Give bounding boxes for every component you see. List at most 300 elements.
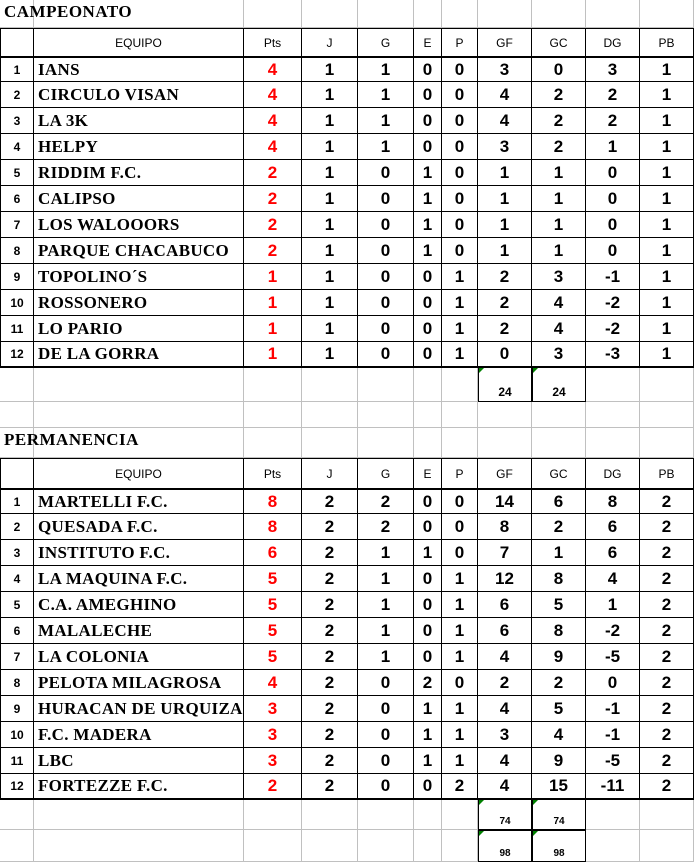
grid-cell[interactable] xyxy=(442,428,478,458)
grid-cell[interactable] xyxy=(414,368,442,402)
cell-gc[interactable]: 4 xyxy=(532,316,586,342)
cell-pb[interactable]: 1 xyxy=(640,134,694,160)
cell-pts[interactable]: 6 xyxy=(244,540,302,566)
cell-rank[interactable]: 4 xyxy=(0,134,34,160)
grid-cell[interactable] xyxy=(34,368,244,402)
cell-j[interactable]: 1 xyxy=(302,160,358,186)
cell-p[interactable]: 1 xyxy=(442,592,478,618)
cell-g[interactable]: 0 xyxy=(358,774,414,800)
cell-e[interactable]: 0 xyxy=(414,56,442,82)
cell-dg[interactable]: -1 xyxy=(586,264,640,290)
cell-pts[interactable]: 5 xyxy=(244,566,302,592)
cell-team[interactable]: HELPY xyxy=(34,134,244,160)
header-equipo[interactable]: EQUIPO xyxy=(34,459,244,489)
grid-cell[interactable] xyxy=(414,830,442,862)
cell-gf[interactable]: 4 xyxy=(478,774,532,800)
cell-dg[interactable]: -2 xyxy=(586,316,640,342)
cell-pb[interactable]: 1 xyxy=(640,316,694,342)
cell-dg[interactable]: -2 xyxy=(586,618,640,644)
cell-pb[interactable]: 2 xyxy=(640,540,694,566)
grid-cell[interactable] xyxy=(358,800,414,830)
cell-gf[interactable]: 6 xyxy=(478,618,532,644)
cell-rank[interactable]: 11 xyxy=(0,748,34,774)
grid-cell[interactable] xyxy=(0,830,34,862)
cell-pts[interactable]: 4 xyxy=(244,56,302,82)
cell-pts[interactable]: 8 xyxy=(244,488,302,514)
cell-g[interactable]: 0 xyxy=(358,264,414,290)
cell-team[interactable]: TOPOLINO´S xyxy=(34,264,244,290)
cell-pb[interactable]: 1 xyxy=(640,160,694,186)
cell-dg[interactable]: 1 xyxy=(586,134,640,160)
cell-rank[interactable]: 1 xyxy=(0,56,34,82)
header-j[interactable]: J xyxy=(302,29,358,57)
total-gc[interactable]: 24 xyxy=(532,368,586,402)
cell-j[interactable]: 2 xyxy=(302,670,358,696)
cell-team[interactable]: FORTEZZE F.C. xyxy=(34,774,244,800)
cell-rank[interactable]: 12 xyxy=(0,774,34,800)
cell-p[interactable]: 1 xyxy=(442,316,478,342)
cell-gc[interactable]: 5 xyxy=(532,592,586,618)
cell-rank[interactable]: 8 xyxy=(0,670,34,696)
cell-g[interactable]: 0 xyxy=(358,696,414,722)
grid-cell[interactable] xyxy=(302,428,358,458)
grid-cell[interactable] xyxy=(414,428,442,458)
cell-j[interactable]: 1 xyxy=(302,316,358,342)
cell-p[interactable]: 1 xyxy=(442,644,478,670)
grid-cell[interactable] xyxy=(414,402,442,428)
cell-gf[interactable]: 4 xyxy=(478,108,532,134)
cell-rank[interactable]: 2 xyxy=(0,82,34,108)
cell-team[interactable]: INSTITUTO F.C. xyxy=(34,540,244,566)
cell-j[interactable]: 1 xyxy=(302,212,358,238)
header-equipo[interactable]: EQUIPO xyxy=(34,29,244,57)
header-pb[interactable]: PB xyxy=(640,29,694,57)
total-gc[interactable]: 74 xyxy=(532,800,586,830)
header-j[interactable]: J xyxy=(302,459,358,489)
cell-pts[interactable]: 1 xyxy=(244,290,302,316)
cell-e[interactable]: 0 xyxy=(414,290,442,316)
cell-team[interactable]: MARTELLI F.C. xyxy=(34,488,244,514)
header-gf[interactable]: GF xyxy=(478,459,532,489)
cell-team[interactable]: ROSSONERO xyxy=(34,290,244,316)
cell-team[interactable]: RIDDIM F.C. xyxy=(34,160,244,186)
cell-j[interactable]: 1 xyxy=(302,186,358,212)
cell-e[interactable]: 0 xyxy=(414,774,442,800)
cell-pts[interactable]: 3 xyxy=(244,748,302,774)
cell-rank[interactable]: 6 xyxy=(0,618,34,644)
grid-cell[interactable] xyxy=(442,830,478,862)
cell-p[interactable]: 0 xyxy=(442,540,478,566)
cell-dg[interactable]: 4 xyxy=(586,566,640,592)
cell-j[interactable]: 2 xyxy=(302,514,358,540)
cell-rank[interactable]: 3 xyxy=(0,540,34,566)
cell-e[interactable]: 0 xyxy=(414,342,442,368)
grid-cell[interactable] xyxy=(640,0,694,28)
cell-g[interactable]: 0 xyxy=(358,748,414,774)
cell-dg[interactable]: 1 xyxy=(586,592,640,618)
cell-team[interactable]: PELOTA MILAGROSA xyxy=(34,670,244,696)
cell-team[interactable]: LO PARIO xyxy=(34,316,244,342)
grid-cell[interactable] xyxy=(586,428,640,458)
cell-e[interactable]: 1 xyxy=(414,540,442,566)
cell-rank[interactable]: 5 xyxy=(0,160,34,186)
cell-gc[interactable]: 15 xyxy=(532,774,586,800)
cell-rank[interactable]: 9 xyxy=(0,264,34,290)
header-pb[interactable]: PB xyxy=(640,459,694,489)
cell-gf[interactable]: 1 xyxy=(478,212,532,238)
cell-pts[interactable]: 4 xyxy=(244,134,302,160)
cell-p[interactable]: 1 xyxy=(442,566,478,592)
header-p[interactable]: P xyxy=(442,459,478,489)
cell-gf[interactable]: 4 xyxy=(478,644,532,670)
cell-dg[interactable]: -5 xyxy=(586,748,640,774)
grid-cell[interactable] xyxy=(0,402,34,428)
grid-cell[interactable] xyxy=(244,830,302,862)
header-dg[interactable]: DG xyxy=(586,459,640,489)
total-gf[interactable]: 74 xyxy=(478,800,532,830)
cell-e[interactable]: 0 xyxy=(414,644,442,670)
cell-pb[interactable]: 1 xyxy=(640,82,694,108)
cell-gf[interactable]: 3 xyxy=(478,56,532,82)
grid-cell[interactable] xyxy=(586,0,640,28)
cell-gf[interactable]: 3 xyxy=(478,722,532,748)
cell-gf[interactable]: 4 xyxy=(478,696,532,722)
cell-rank[interactable]: 12 xyxy=(0,342,34,368)
cell-gf[interactable]: 8 xyxy=(478,514,532,540)
cell-pts[interactable]: 2 xyxy=(244,186,302,212)
cell-gf[interactable]: 1 xyxy=(478,160,532,186)
cell-p[interactable]: 0 xyxy=(442,186,478,212)
cell-pts[interactable]: 5 xyxy=(244,618,302,644)
total-gf[interactable]: 24 xyxy=(478,368,532,402)
grid-cell[interactable] xyxy=(34,800,244,830)
cell-pts[interactable]: 5 xyxy=(244,644,302,670)
cell-e[interactable]: 0 xyxy=(414,592,442,618)
cell-team[interactable]: MALALECHE xyxy=(34,618,244,644)
cell-gf[interactable]: 14 xyxy=(478,488,532,514)
cell-gf[interactable]: 2 xyxy=(478,264,532,290)
cell-gc[interactable]: 8 xyxy=(532,566,586,592)
cell-gc[interactable]: 2 xyxy=(532,82,586,108)
cell-rank[interactable]: 7 xyxy=(0,644,34,670)
cell-j[interactable]: 2 xyxy=(302,722,358,748)
grid-cell[interactable] xyxy=(640,368,694,402)
cell-team[interactable]: F.C. MADERA xyxy=(34,722,244,748)
cell-g[interactable]: 1 xyxy=(358,592,414,618)
cell-team[interactable]: LBC xyxy=(34,748,244,774)
cell-pb[interactable]: 1 xyxy=(640,186,694,212)
cell-pb[interactable]: 1 xyxy=(640,290,694,316)
cell-dg[interactable]: 2 xyxy=(586,82,640,108)
grid-cell[interactable] xyxy=(478,0,532,28)
cell-dg[interactable]: -1 xyxy=(586,722,640,748)
cell-team[interactable]: LA 3K xyxy=(34,108,244,134)
cell-g[interactable]: 0 xyxy=(358,212,414,238)
cell-gc[interactable]: 1 xyxy=(532,238,586,264)
cell-pb[interactable]: 1 xyxy=(640,212,694,238)
grid-cell[interactable] xyxy=(640,800,694,830)
grid-cell[interactable] xyxy=(302,0,358,28)
cell-pb[interactable]: 2 xyxy=(640,644,694,670)
cell-g[interactable]: 1 xyxy=(358,82,414,108)
header-gc[interactable]: GC xyxy=(532,459,586,489)
cell-pb[interactable]: 1 xyxy=(640,108,694,134)
cell-pts[interactable]: 2 xyxy=(244,238,302,264)
grid-cell[interactable] xyxy=(244,402,302,428)
grid-cell[interactable] xyxy=(532,0,586,28)
cell-p[interactable]: 0 xyxy=(442,56,478,82)
cell-pb[interactable]: 1 xyxy=(640,264,694,290)
grid-cell[interactable] xyxy=(586,800,640,830)
grid-cell[interactable] xyxy=(640,428,694,458)
cell-g[interactable]: 1 xyxy=(358,618,414,644)
cell-p[interactable]: 1 xyxy=(442,618,478,644)
header-e[interactable]: E xyxy=(414,459,442,489)
total2-gf[interactable]: 98 xyxy=(478,830,532,862)
cell-gc[interactable]: 3 xyxy=(532,264,586,290)
header-pts[interactable]: Pts xyxy=(244,29,302,57)
cell-j[interactable]: 1 xyxy=(302,108,358,134)
cell-rank[interactable]: 3 xyxy=(0,108,34,134)
cell-gc[interactable]: 5 xyxy=(532,696,586,722)
cell-j[interactable]: 2 xyxy=(302,566,358,592)
cell-p[interactable]: 0 xyxy=(442,108,478,134)
grid-cell[interactable] xyxy=(532,428,586,458)
cell-g[interactable]: 1 xyxy=(358,56,414,82)
cell-e[interactable]: 0 xyxy=(414,134,442,160)
cell-gc[interactable]: 1 xyxy=(532,160,586,186)
header-cell-blank[interactable] xyxy=(0,29,34,57)
cell-p[interactable]: 1 xyxy=(442,748,478,774)
cell-team[interactable]: CALIPSO xyxy=(34,186,244,212)
cell-team[interactable]: C.A. AMEGHINO xyxy=(34,592,244,618)
cell-g[interactable]: 0 xyxy=(358,342,414,368)
cell-e[interactable]: 0 xyxy=(414,488,442,514)
grid-cell[interactable] xyxy=(442,402,478,428)
cell-p[interactable]: 0 xyxy=(442,488,478,514)
grid-cell[interactable] xyxy=(478,402,532,428)
cell-j[interactable]: 1 xyxy=(302,82,358,108)
cell-p[interactable]: 1 xyxy=(442,342,478,368)
cell-gf[interactable]: 2 xyxy=(478,316,532,342)
cell-pts[interactable]: 3 xyxy=(244,696,302,722)
grid-cell[interactable] xyxy=(0,800,34,830)
cell-p[interactable]: 0 xyxy=(442,134,478,160)
cell-team[interactable]: IANS xyxy=(34,56,244,82)
cell-gc[interactable]: 9 xyxy=(532,644,586,670)
cell-pts[interactable]: 2 xyxy=(244,774,302,800)
grid-cell[interactable] xyxy=(244,0,302,28)
cell-g[interactable]: 1 xyxy=(358,540,414,566)
cell-dg[interactable]: 6 xyxy=(586,514,640,540)
grid-cell[interactable] xyxy=(586,368,640,402)
cell-e[interactable]: 1 xyxy=(414,722,442,748)
cell-g[interactable]: 0 xyxy=(358,238,414,264)
cell-pb[interactable]: 2 xyxy=(640,748,694,774)
cell-g[interactable]: 0 xyxy=(358,316,414,342)
cell-rank[interactable]: 10 xyxy=(0,722,34,748)
cell-pb[interactable]: 2 xyxy=(640,514,694,540)
cell-pb[interactable]: 2 xyxy=(640,618,694,644)
header-gf[interactable]: GF xyxy=(478,29,532,57)
cell-j[interactable]: 1 xyxy=(302,134,358,160)
cell-j[interactable]: 2 xyxy=(302,540,358,566)
cell-dg[interactable]: 0 xyxy=(586,160,640,186)
cell-g[interactable]: 0 xyxy=(358,290,414,316)
cell-g[interactable]: 0 xyxy=(358,722,414,748)
grid-cell[interactable] xyxy=(302,800,358,830)
cell-e[interactable]: 0 xyxy=(414,566,442,592)
cell-dg[interactable]: -3 xyxy=(586,342,640,368)
cell-rank[interactable]: 2 xyxy=(0,514,34,540)
cell-gc[interactable]: 8 xyxy=(532,618,586,644)
cell-rank[interactable]: 10 xyxy=(0,290,34,316)
grid-cell[interactable] xyxy=(442,800,478,830)
cell-pts[interactable]: 3 xyxy=(244,722,302,748)
grid-cell[interactable] xyxy=(640,830,694,862)
cell-p[interactable]: 0 xyxy=(442,160,478,186)
cell-gc[interactable]: 2 xyxy=(532,108,586,134)
grid-cell[interactable] xyxy=(586,830,640,862)
grid-cell[interactable] xyxy=(244,800,302,830)
cell-gf[interactable]: 1 xyxy=(478,186,532,212)
cell-j[interactable]: 1 xyxy=(302,264,358,290)
cell-j[interactable]: 2 xyxy=(302,592,358,618)
cell-dg[interactable]: 0 xyxy=(586,238,640,264)
cell-rank[interactable]: 5 xyxy=(0,592,34,618)
cell-p[interactable]: 1 xyxy=(442,264,478,290)
cell-gc[interactable]: 6 xyxy=(532,488,586,514)
cell-p[interactable]: 0 xyxy=(442,238,478,264)
cell-g[interactable]: 0 xyxy=(358,160,414,186)
grid-cell[interactable] xyxy=(358,830,414,862)
grid-cell[interactable] xyxy=(34,830,244,862)
cell-j[interactable]: 2 xyxy=(302,644,358,670)
cell-dg[interactable]: -5 xyxy=(586,644,640,670)
grid-cell[interactable] xyxy=(302,402,358,428)
cell-rank[interactable]: 4 xyxy=(0,566,34,592)
cell-dg[interactable]: 8 xyxy=(586,488,640,514)
cell-p[interactable]: 0 xyxy=(442,212,478,238)
cell-dg[interactable]: 0 xyxy=(586,670,640,696)
header-g[interactable]: G xyxy=(358,29,414,57)
cell-gf[interactable]: 12 xyxy=(478,566,532,592)
cell-team[interactable]: QUESADA F.C. xyxy=(34,514,244,540)
cell-gc[interactable]: 2 xyxy=(532,134,586,160)
grid-cell[interactable] xyxy=(244,368,302,402)
cell-rank[interactable]: 1 xyxy=(0,488,34,514)
grid-cell[interactable] xyxy=(34,402,244,428)
cell-p[interactable]: 0 xyxy=(442,514,478,540)
grid-cell[interactable] xyxy=(532,402,586,428)
grid-cell[interactable] xyxy=(414,800,442,830)
cell-g[interactable]: 0 xyxy=(358,186,414,212)
cell-gc[interactable]: 0 xyxy=(532,56,586,82)
cell-gc[interactable]: 9 xyxy=(532,748,586,774)
header-e[interactable]: E xyxy=(414,29,442,57)
cell-e[interactable]: 1 xyxy=(414,748,442,774)
cell-team[interactable]: LOS WALOOORS xyxy=(34,212,244,238)
grid-cell[interactable] xyxy=(414,0,442,28)
header-dg[interactable]: DG xyxy=(586,29,640,57)
cell-j[interactable]: 2 xyxy=(302,774,358,800)
cell-gc[interactable]: 3 xyxy=(532,342,586,368)
cell-g[interactable]: 1 xyxy=(358,566,414,592)
cell-e[interactable]: 0 xyxy=(414,316,442,342)
cell-pts[interactable]: 2 xyxy=(244,212,302,238)
cell-gc[interactable]: 1 xyxy=(532,540,586,566)
cell-pb[interactable]: 2 xyxy=(640,488,694,514)
cell-gc[interactable]: 1 xyxy=(532,212,586,238)
cell-pts[interactable]: 1 xyxy=(244,264,302,290)
cell-pb[interactable]: 2 xyxy=(640,566,694,592)
header-gc[interactable]: GC xyxy=(532,29,586,57)
cell-dg[interactable]: 6 xyxy=(586,540,640,566)
cell-g[interactable]: 1 xyxy=(358,644,414,670)
cell-e[interactable]: 1 xyxy=(414,238,442,264)
cell-p[interactable]: 1 xyxy=(442,722,478,748)
grid-cell[interactable] xyxy=(302,830,358,862)
grid-cell[interactable] xyxy=(358,0,414,28)
cell-gc[interactable]: 4 xyxy=(532,722,586,748)
header-p[interactable]: P xyxy=(442,29,478,57)
cell-pb[interactable]: 2 xyxy=(640,670,694,696)
cell-g[interactable]: 1 xyxy=(358,108,414,134)
cell-gf[interactable]: 7 xyxy=(478,540,532,566)
cell-pb[interactable]: 1 xyxy=(640,342,694,368)
cell-team[interactable]: LA MAQUINA F.C. xyxy=(34,566,244,592)
cell-gf[interactable]: 4 xyxy=(478,748,532,774)
cell-gf[interactable]: 4 xyxy=(478,82,532,108)
cell-dg[interactable]: 0 xyxy=(586,212,640,238)
cell-e[interactable]: 2 xyxy=(414,670,442,696)
cell-pts[interactable]: 1 xyxy=(244,342,302,368)
cell-gc[interactable]: 2 xyxy=(532,670,586,696)
grid-cell[interactable] xyxy=(358,402,414,428)
cell-e[interactable]: 0 xyxy=(414,82,442,108)
grid-cell[interactable] xyxy=(302,368,358,402)
cell-g[interactable]: 0 xyxy=(358,670,414,696)
cell-e[interactable]: 0 xyxy=(414,618,442,644)
cell-pts[interactable]: 2 xyxy=(244,160,302,186)
cell-rank[interactable]: 9 xyxy=(0,696,34,722)
cell-e[interactable]: 1 xyxy=(414,696,442,722)
cell-p[interactable]: 2 xyxy=(442,774,478,800)
grid-cell[interactable] xyxy=(442,368,478,402)
cell-p[interactable]: 0 xyxy=(442,670,478,696)
cell-gc[interactable]: 4 xyxy=(532,290,586,316)
cell-gf[interactable]: 3 xyxy=(478,134,532,160)
cell-dg[interactable]: 3 xyxy=(586,56,640,82)
cell-e[interactable]: 0 xyxy=(414,514,442,540)
cell-e[interactable]: 1 xyxy=(414,186,442,212)
cell-gc[interactable]: 2 xyxy=(532,514,586,540)
cell-rank[interactable]: 11 xyxy=(0,316,34,342)
cell-gf[interactable]: 2 xyxy=(478,670,532,696)
cell-dg[interactable]: -11 xyxy=(586,774,640,800)
cell-pb[interactable]: 1 xyxy=(640,238,694,264)
cell-pb[interactable]: 2 xyxy=(640,774,694,800)
cell-team[interactable]: HURACAN DE URQUIZA xyxy=(34,696,244,722)
cell-dg[interactable]: 0 xyxy=(586,186,640,212)
cell-p[interactable]: 1 xyxy=(442,696,478,722)
header-pts[interactable]: Pts xyxy=(244,459,302,489)
cell-pb[interactable]: 2 xyxy=(640,592,694,618)
cell-gf[interactable]: 0 xyxy=(478,342,532,368)
cell-pts[interactable]: 8 xyxy=(244,514,302,540)
cell-team[interactable]: LA COLONIA xyxy=(34,644,244,670)
cell-rank[interactable]: 7 xyxy=(0,212,34,238)
